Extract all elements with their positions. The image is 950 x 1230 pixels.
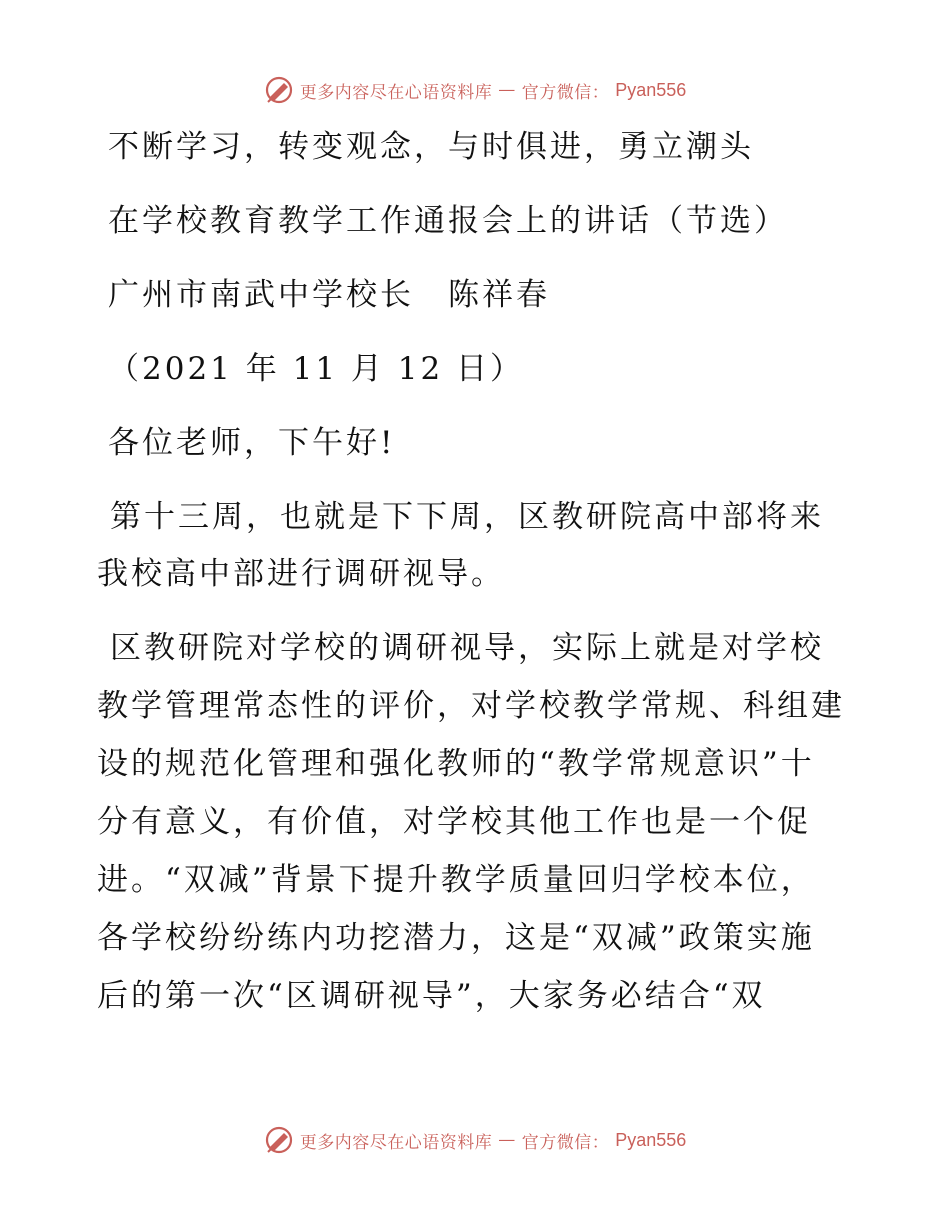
paragraph-line: 后的第一次“区调研视导”，大家务必结合“双 <box>97 978 766 1014</box>
document-greeting: 各位老师，下午好! <box>108 425 396 461</box>
document-date: （2021 年 11 月 12 日） <box>108 351 525 387</box>
watermark-dash: — <box>498 1130 516 1150</box>
pen-logo-icon <box>264 1125 294 1155</box>
watermark-site-text: 更多内容尽在心语资料库 <box>299 1132 493 1153</box>
document-author: 广州市南武中学校长 陈祥春 <box>108 277 550 313</box>
watermark-banner-top <box>0 70 950 110</box>
watermark-site-text: 更多内容尽在心语资料库 <box>299 82 493 103</box>
document-subtitle: 在学校教育教学工作通报会上的讲话（节选） <box>108 203 788 239</box>
watermark-banner-bottom <box>0 1120 950 1160</box>
paragraph-line: 我校高中部进行调研视导。 <box>97 556 505 592</box>
watermark-wechat-label: 官方微信： <box>521 82 610 103</box>
watermark-dash: — <box>498 80 516 100</box>
pen-logo-icon <box>264 75 294 105</box>
paragraph-line: 进。“双减”背景下提升教学质量回归学校本位， <box>97 862 815 898</box>
paragraph-line: 各学校纷纷练内功挖潜力，这是“双减”政策实施 <box>97 920 815 956</box>
watermark-wechat-id: Pyan556 <box>615 1129 687 1150</box>
paragraph-line: 设的规范化管理和强化教师的“教学常规意识”十 <box>97 746 815 782</box>
paragraph-line: 分有意义，有价值，对学校其他工作也是一个促 <box>97 804 811 840</box>
watermark-wechat-id: Pyan556 <box>615 79 687 100</box>
document-title: 不断学习，转变观念，与时俱进，勇立潮头 <box>108 129 754 165</box>
paragraph-line: 区教研院对学校的调研视导，实际上就是对学校 <box>110 630 824 666</box>
paragraph-line: 教学管理常态性的评价，对学校教学常规、科组建 <box>97 688 845 724</box>
paragraph-line: 第十三周，也就是下下周，区教研院高中部将来 <box>110 499 824 535</box>
watermark-wechat-label: 官方微信： <box>521 1132 610 1153</box>
